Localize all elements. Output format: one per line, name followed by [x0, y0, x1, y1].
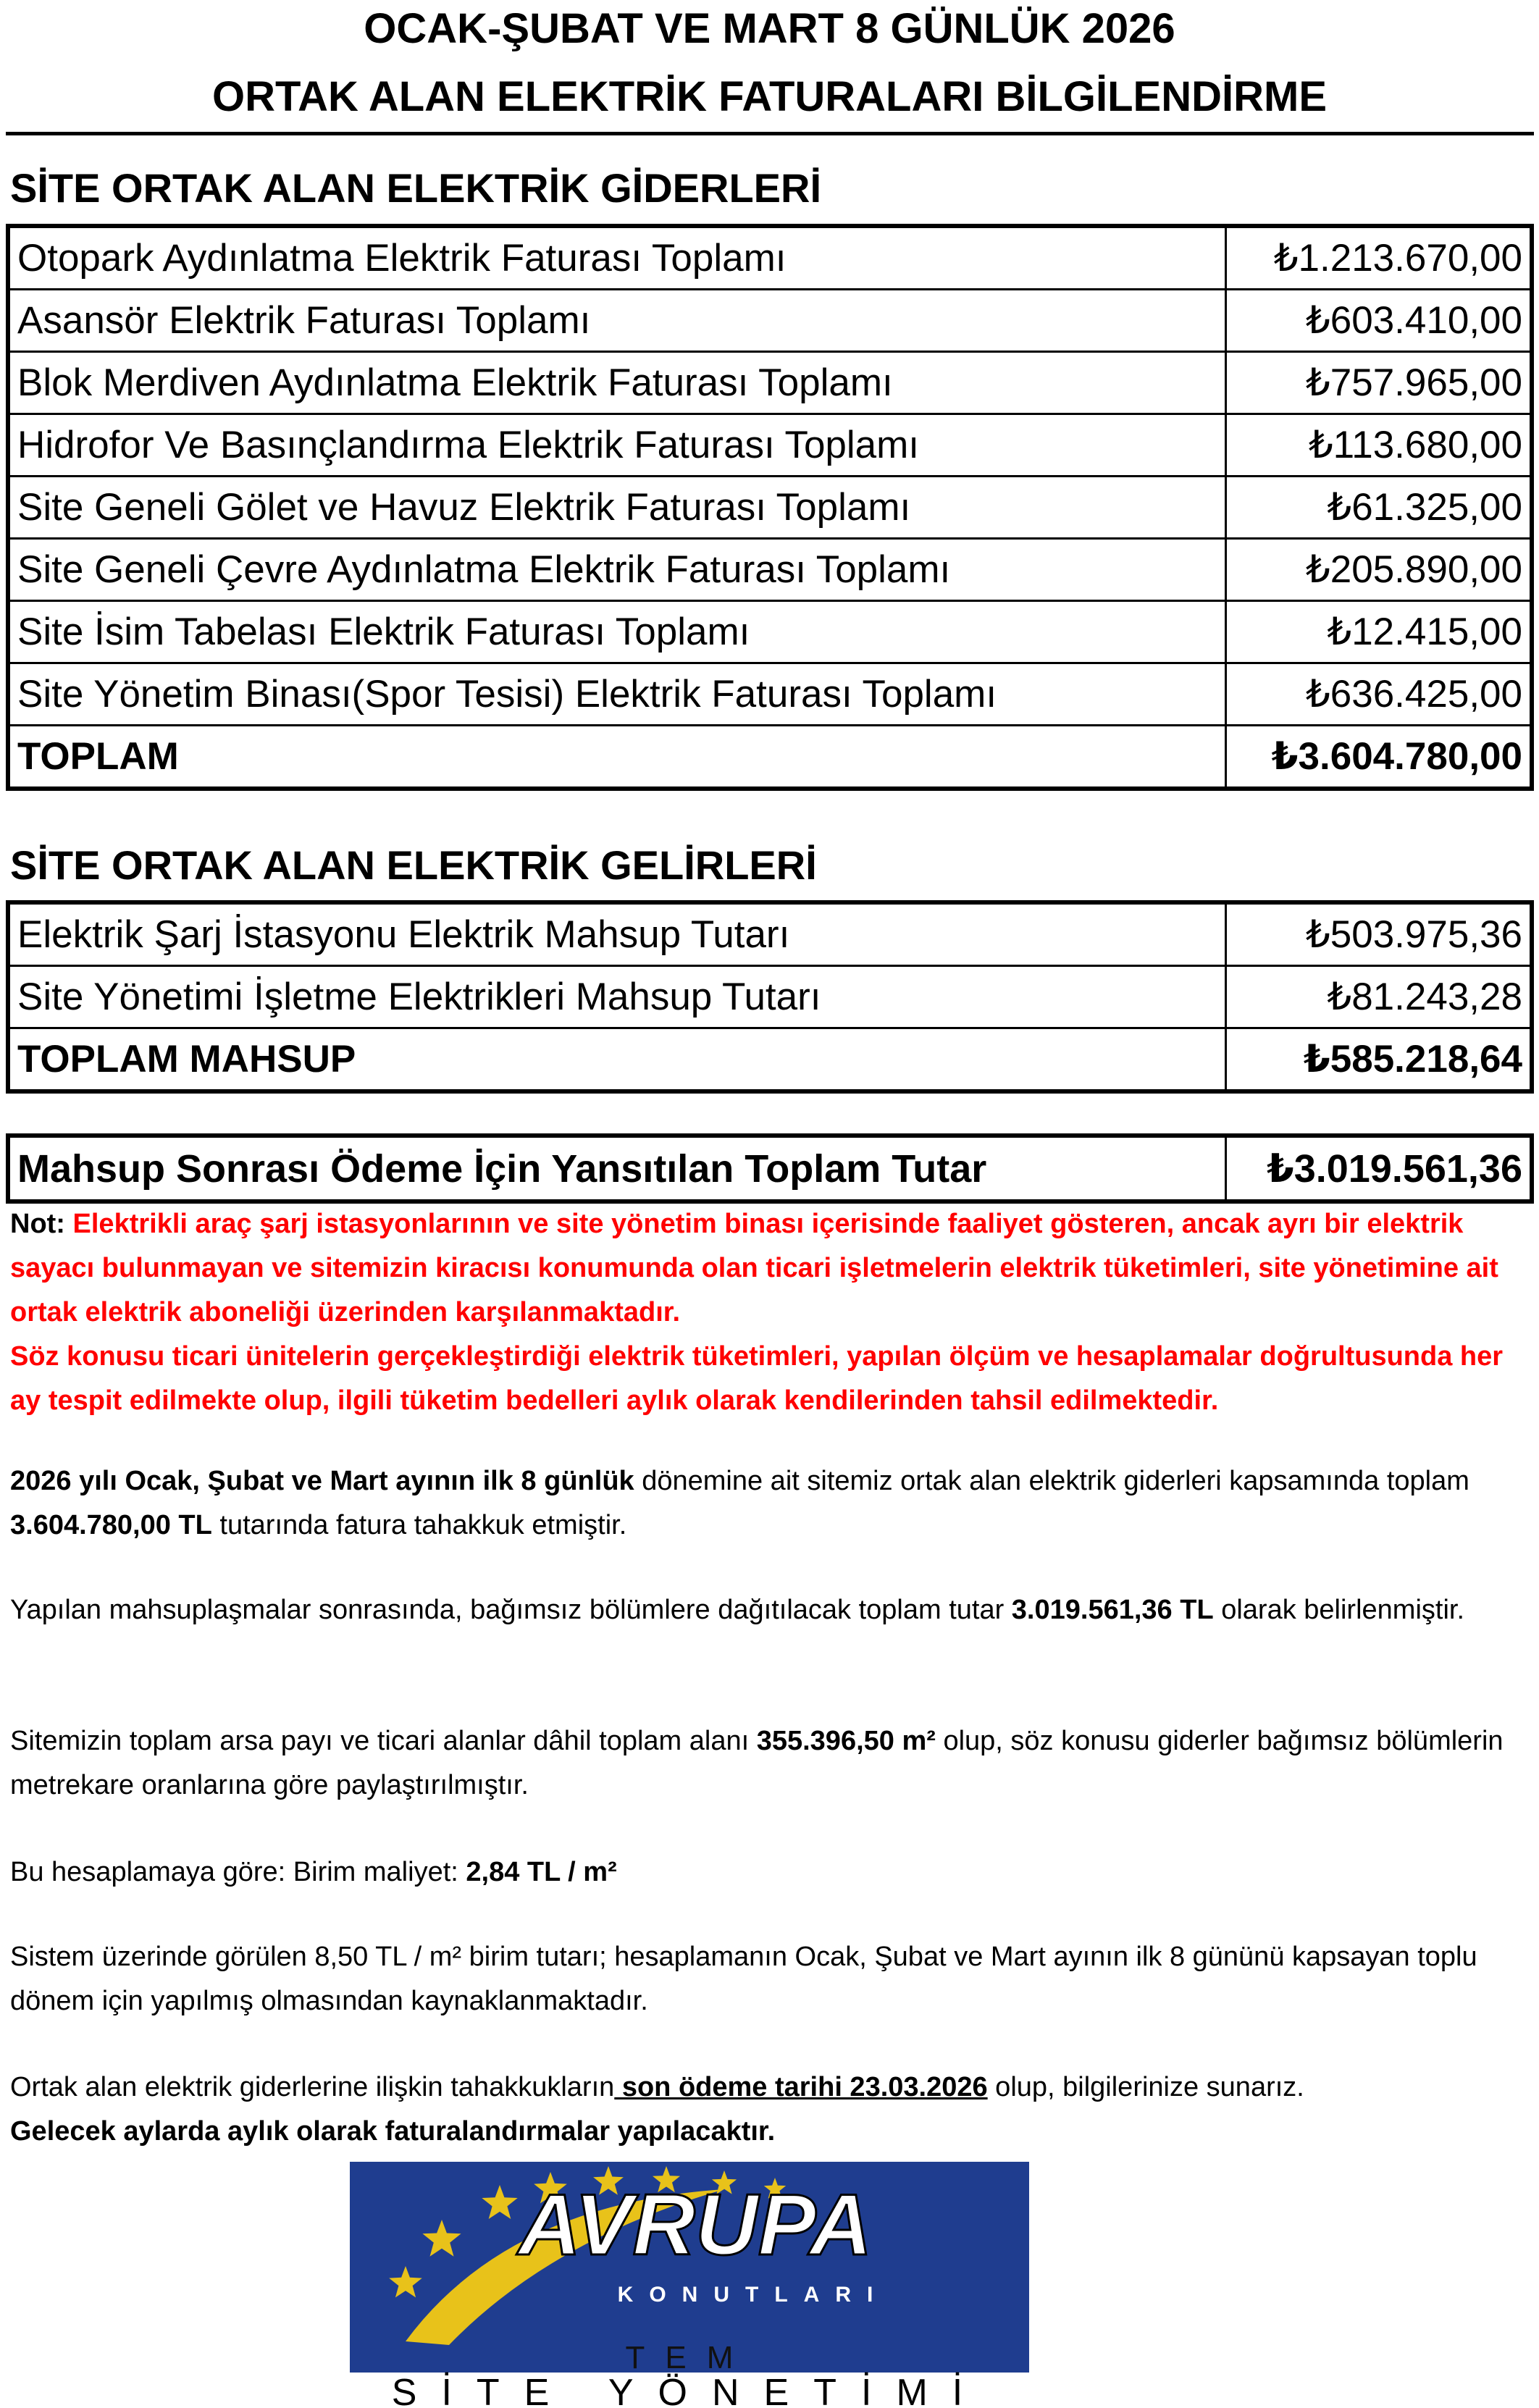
period-highlight: 2026 yılı Ocak, Şubat ve Mart ayının ilk 8 günlük	[10, 1466, 634, 1496]
income-amount: ₺503.975,36	[1226, 902, 1532, 966]
unit-cost-highlight: 2,84 TL / m²	[466, 1857, 617, 1887]
expense-label: Site Yönetim Binası(Spor Tesisi) Elektrik Faturası Toplamı	[8, 663, 1226, 726]
due-date-highlight: son ödeme tarihi 23.03.2026	[614, 2072, 988, 2102]
expense-label: Asansör Elektrik Faturası Toplamı	[8, 290, 1226, 352]
avrupa-konutlari-logo	[0, 2160, 1539, 2408]
future-billing-note: Gelecek aylarda aylık olarak faturalandırmalar yapılacaktır.	[10, 2116, 776, 2147]
income-total-row	[8, 1028, 1532, 1092]
paragraph-area	[10, 1719, 1524, 1808]
paragraph-distribution	[10, 1588, 1524, 1632]
expense-amount: ₺1.213.670,00	[1226, 226, 1532, 290]
paragraph-text: dönemine ait sitemiz ortak alan elektrik giderleri kapsamında toplam	[634, 1466, 1469, 1496]
expense-label: Otopark Aydınlatma Elektrik Faturası Toplamı	[8, 226, 1226, 290]
title-divider	[6, 132, 1534, 135]
paragraph-text: Ortak alan elektrik giderlerine ilişkin tahakkukların	[10, 2072, 615, 2102]
paragraph-text: olarak belirlenmiştir.	[1213, 1595, 1464, 1625]
paragraph-text: Sitemizin toplam arsa payı ve ticari alanlar dâhil toplam alanı	[10, 1726, 757, 1756]
expenses-table	[6, 224, 1534, 791]
document-title-line1: OCAK-ŞUBAT VE MART 8 GÜNLÜK 2026	[364, 5, 1175, 52]
expense-amount: ₺61.325,00	[1226, 477, 1532, 539]
paragraph-text: Yapılan mahsuplaşmalar sonrasında, bağımsız bölümlere dağıtılacak toplam tutar	[10, 1595, 1012, 1625]
document-title-line2: ORTAK ALAN ELEKTRİK FATURALARI BİLGİLENDİRME	[211, 73, 1328, 120]
expense-amount: ₺113.680,00	[1226, 414, 1532, 477]
paragraph-text: olup, bilgilerinize sunarız.	[987, 2072, 1304, 2102]
expense-amount: ₺205.890,00	[1226, 539, 1532, 601]
expenses-total-amount: ₺3.604.780,00	[1226, 726, 1532, 789]
paragraph-text: Bu hesaplamaya göre: Birim maliyet:	[10, 1857, 466, 1887]
expense-amount: ₺636.425,00	[1226, 663, 1532, 726]
income-heading: SİTE ORTAK ALAN ELEKTRİK GELİRLERİ	[10, 842, 817, 888]
logo-brand-text: AVRUPA	[518, 2176, 873, 2273]
expense-label: Site Geneli Çevre Aydınlatma Elektrik Faturası Toplamı	[8, 539, 1226, 601]
net-total-label: Mahsup Sonrası Ödeme İçin Yansıtılan Toplam Tutar	[8, 1136, 1226, 1201]
total-amount-highlight: 3.604.780,00 TL	[10, 1510, 212, 1540]
expense-amount: ₺603.410,00	[1226, 290, 1532, 352]
income-label: Site Yönetimi İşletme Elektrikleri Mahsup Tutarı	[8, 966, 1226, 1028]
expense-amount: ₺12.415,00	[1226, 601, 1532, 663]
paragraph-system-rate	[10, 1935, 1524, 2023]
paragraph-unit-cost	[10, 1850, 1524, 1895]
paragraph-text: Sistem üzerinde görülen 8,50 TL / m² birim tutarı; hesaplamanın Ocak, Şubat ve Mart ayının ilk 8 gününü kapsayan toplu dönem için yapılmış olmasından kaynaklanmaktadır.	[10, 1942, 1477, 2016]
income-total-amount: ₺585.218,64	[1226, 1028, 1532, 1092]
paragraph-due-date	[10, 2065, 1524, 2154]
table-row	[8, 290, 1532, 352]
paragraph-text: tutarında fatura tahakkuk etmiştir.	[211, 1510, 627, 1540]
table-row	[8, 414, 1532, 477]
income-total-label: TOPLAM MAHSUP	[8, 1028, 1226, 1092]
table-row	[8, 966, 1532, 1028]
net-total-amount: ₺3.019.561,36	[1226, 1136, 1532, 1201]
income-label: Elektrik Şarj İstasyonu Elektrik Mahsup Tutarı	[8, 902, 1226, 966]
paragraph-billing-period	[10, 1459, 1524, 1548]
table-row	[8, 226, 1532, 290]
table-row	[8, 663, 1532, 726]
income-amount: ₺81.243,28	[1226, 966, 1532, 1028]
net-amount-highlight: 3.019.561,36 TL	[1011, 1595, 1214, 1625]
income-table	[6, 900, 1534, 1094]
expense-label: Site Geneli Gölet ve Havuz Elektrik Faturası Toplamı	[8, 477, 1226, 539]
logo-tem-text: TEM	[625, 2340, 754, 2375]
expense-label: Site İsim Tabelası Elektrik Faturası Toplamı	[8, 601, 1226, 663]
note-text-2: Söz konusu ticari ünitelerin gerçekleştirdiği elektrik tüketimleri, yapılan ölçüm ve hesaplamalar doğrultusunda her ay tespit edilmekte olup, ilgili tüketim bedelleri aylık olarak kendilerinden tahsil edilmektedir.	[10, 1341, 1504, 1416]
note-block	[10, 1202, 1531, 1423]
area-highlight: 355.396,50 m²	[756, 1726, 936, 1756]
table-row	[8, 902, 1532, 966]
expenses-total-row	[8, 726, 1532, 789]
expense-amount: ₺757.965,00	[1226, 352, 1532, 414]
table-row	[8, 539, 1532, 601]
expenses-total-label: TOPLAM	[8, 726, 1226, 789]
table-row	[8, 352, 1532, 414]
logo-sub-text: KONUTLARI	[617, 2283, 889, 2307]
note-text-1: Elektrikli araç şarj istasyonlarının ve site yönetim binası içerisinde faaliyet gösteren, ancak ayrı bir elektrik sayacı bulunmayan ve sitemizin kiracısı konumunda olan ticari işletmelerin elektrik tüketimleri, site yönetimine ait ortak elektrik aboneliği üzerinden karşılanmaktadır.	[10, 1209, 1498, 1327]
logo-footer-text: SİTE YÖNETİMİ	[391, 2372, 988, 2408]
net-total-row	[8, 1136, 1532, 1201]
table-row	[8, 477, 1532, 539]
expenses-heading: SİTE ORTAK ALAN ELEKTRİK GİDERLERİ	[10, 165, 821, 211]
expense-label: Hidrofor Ve Basınçlandırma Elektrik Faturası Toplamı	[8, 414, 1226, 477]
note-label: Not:	[10, 1209, 65, 1239]
paragraph-text: olup, söz konusu giderler bağımsız bölümlerin metrekare oranlarına göre paylaştırılmıştır.	[10, 1726, 1504, 1800]
expense-label: Blok Merdiven Aydınlatma Elektrik Faturası Toplamı	[8, 352, 1226, 414]
table-row	[8, 601, 1532, 663]
net-total-table	[6, 1133, 1534, 1204]
